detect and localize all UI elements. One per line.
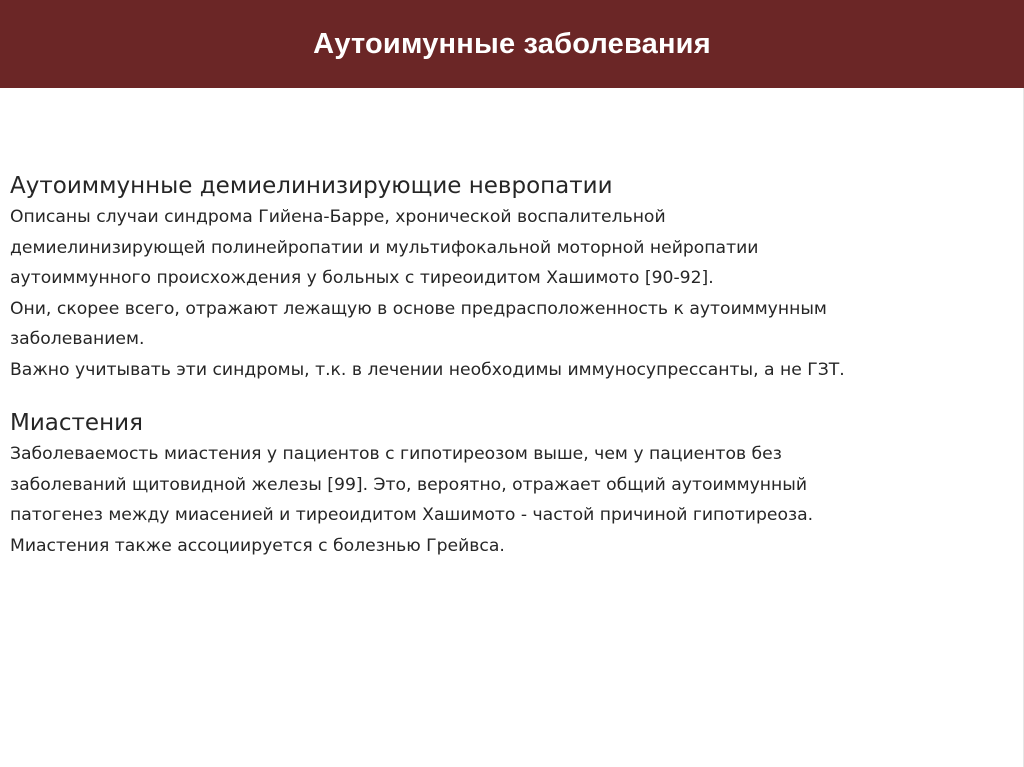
section-heading: Аутоиммунные демиелинизирующие невропатии — [10, 173, 613, 199]
text-line: заболеванием. — [10, 329, 145, 349]
section-myasthenia — [10, 407, 1010, 561]
title-bar — [0, 0, 1024, 88]
text-line: Заболеваемость миастения у пациентов с гипотиреозом выше, чем у пациентов без — [10, 444, 782, 464]
text-line: аутоиммунного происхождения у больных с тиреоидитом Хашимото [90-92]. — [10, 268, 714, 288]
slide-title: Аутоимунные заболевания — [313, 27, 711, 60]
text-line: заболеваний щитовидной железы [99]. Это, вероятно, отражает общий аутоиммунный — [10, 474, 807, 495]
text-line: демиелинизирующей полинейропатии и мультифокальной моторной нейропатии — [10, 237, 759, 258]
section-heading: Миастения — [10, 410, 143, 436]
section-neuropathy — [10, 170, 1010, 385]
text-line: Важно учитывать эти синдромы, т.к. в лечении необходимы иммуносупрессанты, а не ГЗТ. — [10, 359, 845, 380]
slide-content — [10, 170, 1010, 561]
text-line: Описаны случаи синдрома Гийена-Барре, хронической воспалительной — [10, 207, 666, 227]
text-line: патогенез между миасенией и тиреоидитом Хашимото - частой причиной гипотиреоза. — [10, 505, 814, 525]
text-line: Миастения также ассоциируется с болезнью Грейвса. — [10, 535, 505, 556]
text-line: Они, скорее всего, отражают лежащую в основе предрасположенность к аутоиммунным — [10, 298, 827, 319]
